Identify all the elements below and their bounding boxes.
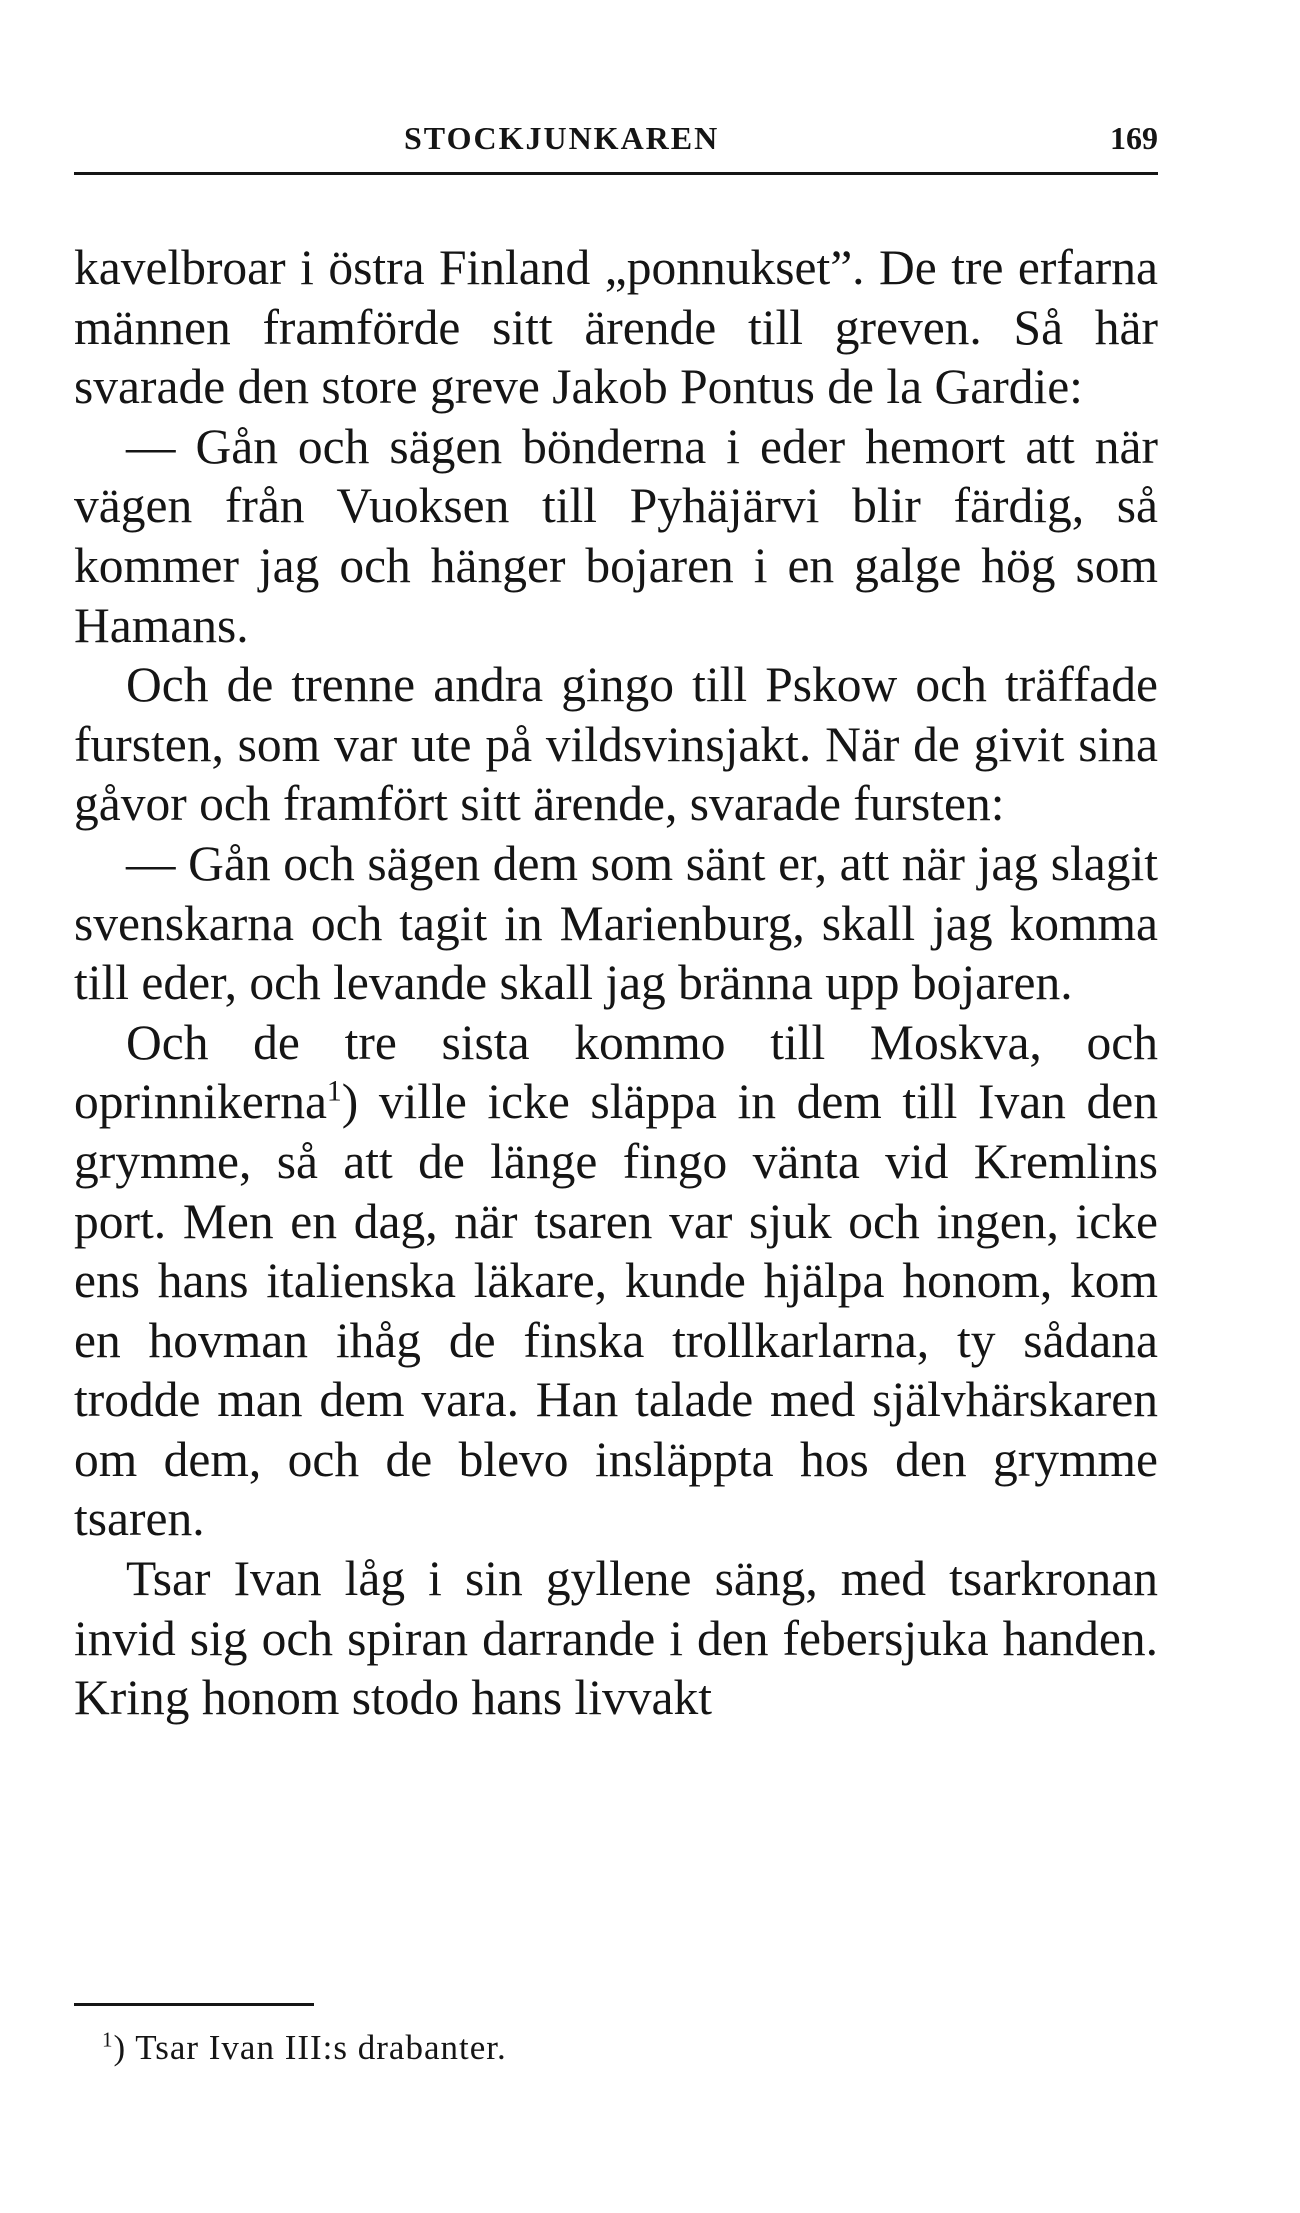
paragraph-5-end: ) ville icke släppa in dem till Ivan den grymme, så att de länge fingo vänta vid Kremlins port. Men en dag, när tsaren var sjuk och ingen, icke ens hans italienska läkare, kunde hjälpa honom, kom en hovman ihåg de finska trollkarlarna, ty sådana trodde man dem vara. Han talade med självhärskaren om dem, och de blevo insläppta hos den grymme tsaren. xyxy=(74,1074,1158,1547)
footnote-mark: 1 xyxy=(102,2027,114,2052)
running-title: STOCKJUNKAREN xyxy=(404,120,720,156)
page-number: 169 xyxy=(1110,120,1158,156)
footnote-text: ) Tsar Ivan III:s drabanter. xyxy=(113,2028,507,2067)
footnote xyxy=(102,2028,507,2068)
paragraph-1: kavelbroar i östra Finland „ponnukset”. De tre erfarna männen framförde sitt ärende till greven. Så här svarade den store greve Jakob Pontus de la Gardie: xyxy=(74,240,1158,415)
paragraph-5-start: Och de tre sista kommo till Moskva, och oprinnikerna xyxy=(74,1014,1158,1130)
paragraph-5 xyxy=(74,1013,1158,1549)
footnote-rule xyxy=(74,2003,314,2006)
body-text xyxy=(74,238,1158,1728)
book-page xyxy=(74,120,1158,2067)
paragraph-6: Tsar Ivan låg i sin gyllene säng, med tsarkronan invid sig och spiran darrande i den febersjuka handen. Kring honom stodo hans livvakt xyxy=(74,1551,1158,1726)
paragraph-2: — Gån och sägen bönderna i eder hemort att när vägen från Vuoksen till Pyhäjärvi blir färdig, så kommer jag och hänger bojaren i en galge hög som Hamans. xyxy=(74,418,1158,653)
paragraph-3: Och de trenne andra gingo till Pskow och träffade fursten, som var ute på vildsvinsjakt. När de givit sina gåvor och framfört sitt ärende, svarade fursten: xyxy=(74,657,1158,832)
header-rule xyxy=(74,172,1158,175)
footnote-reference: 1 xyxy=(326,1075,342,1108)
running-head xyxy=(74,120,1158,170)
paragraph-4: — Gån och sägen dem som sänt er, att när jag slagit svenskarna och tagit in Marienburg, skall jag komma till eder, och levande skall jag bränna upp bojaren. xyxy=(74,835,1158,1011)
